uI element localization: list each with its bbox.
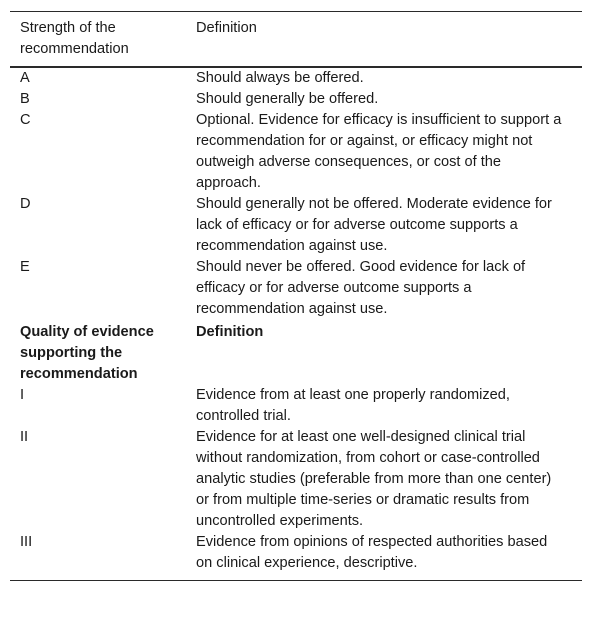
table-row	[10, 532, 582, 580]
definition-cell: Evidence from opinions of respected authorities based on clinical experience, descriptive.	[196, 534, 548, 571]
table-row	[10, 427, 582, 532]
grade-cell: III	[20, 534, 33, 550]
header-strength: Strength of the recommendation	[20, 20, 129, 57]
table-row	[10, 194, 582, 257]
table-row	[10, 257, 582, 320]
definition-cell: Should never be offered. Good evidence for lack of efficacy or for adverse outcome supports a recommendation against use.	[196, 259, 526, 317]
header-quality: Quality of evidence supporting the recommendation	[20, 324, 154, 382]
grade-cell: E	[20, 259, 30, 275]
grade-cell: I	[20, 387, 25, 403]
definition-cell: Evidence for at least one well-designed clinical trial without randomization, from cohort or case-controlled analytic studies (preferable from more than one center) or from multiple time-series or dramatic results from uncontrolled experiments.	[196, 429, 552, 529]
grade-cell: II	[20, 429, 29, 445]
table-row	[10, 385, 582, 427]
definition-cell: Should generally not be offered. Moderate evidence for lack of efficacy or for adverse outcome supports a recommendation against use.	[196, 196, 552, 254]
table-row	[10, 68, 582, 89]
definition-cell: Evidence from at least one properly randomized, controlled trial.	[196, 387, 510, 424]
definition-cell: Should always be offered.	[196, 70, 364, 86]
recommendation-table	[10, 11, 582, 581]
table-row	[10, 89, 582, 110]
grade-cell: C	[20, 112, 31, 128]
header-definition: Definition	[196, 20, 257, 36]
header-quality-definition: Definition	[196, 324, 264, 340]
grade-cell: A	[20, 70, 30, 86]
grade-cell: B	[20, 91, 30, 107]
definition-cell: Should generally be offered.	[196, 91, 379, 107]
table-row	[10, 110, 582, 194]
grade-cell: D	[20, 196, 31, 212]
definition-cell: Optional. Evidence for efficacy is insufficient to support a recommendation for or against, or efficacy might not outweigh adverse consequences, or cost of the approach.	[196, 112, 562, 191]
table-header	[10, 12, 582, 68]
quality-header-row	[10, 320, 582, 385]
